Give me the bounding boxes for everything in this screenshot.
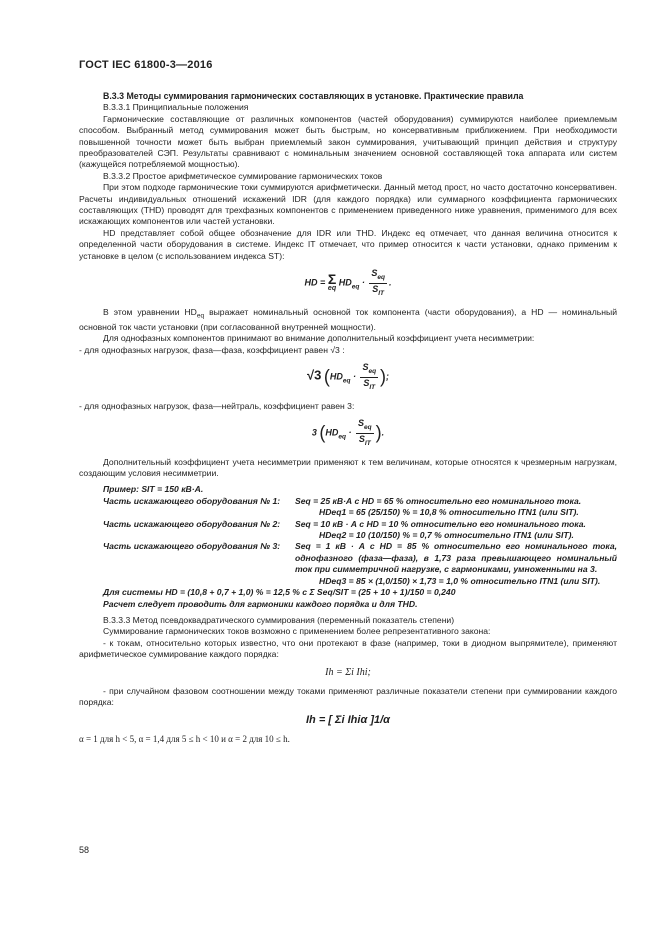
example-system-total: Для системы HD = (10,8 + 0,7 + 1,0) % = 12,5 % с Σ Seq/SIT = (25 + 10 + 1)/150 = 0,240 (103, 587, 456, 598)
phase-phase-item: - для однофазных нагрузок, фаза—фаза, коэффициент равен √3 : (79, 344, 345, 355)
alpha-definition: α = 1 для h < 5, α = 1,4 для 5 ≤ h < 10 и α = 2 для 10 ≤ h. (79, 734, 290, 745)
formula-hd-main: HD = Σ eq $HD_{eq}$ · $\frac{S_{eq}}{S_{IT}}$ . (304, 268, 392, 297)
page-number: 58 (79, 845, 90, 855)
section-b331-text: Гармонические составляющие от различных компонентов (частей оборудования) суммируются наиболее приемлемым способом. Выбранный метод суммирования может быть быстрым, но консервативным приближением. При необходимости повышенной точности может быть выбран приемлемый закон суммирования, учитывающий принцип действия и структуру преобразователей СЭП. Результаты сравнивают с номинальным значением основной составляющей тока аппарата или систем (кажущейся потребляемой мощностью). (79, 113, 617, 170)
formula-phase-phase: √3 ($HD_{eq}$ · $\frac{S_{eq}}{S_{IT}}$ ); (306, 362, 390, 391)
hd-explanation: HD представляет собой общее обозначение для IDR или THD. Индекс eq отмечает, что данная величина относится к определенной части оборудования в системе. Индекс IT отмечает, что пример относится к части установки, однако применим к установке в целом (с использованием индекса ST): (79, 227, 617, 261)
b333-item-2: - при случайном фазовом соотношении между токами применяют различные показатели степени при суммировании каждого порядка: (79, 685, 617, 708)
phase-neutral-item: - для однофазных нагрузок, фаза—нейтраль, коэффициент равен 3: (79, 400, 355, 411)
section-b331-title: B.3.3.1 Принципиальные положения (103, 102, 249, 113)
equation-explanation: В этом уравнении $HD_{eq}$ выражает номинальный основной ток компонента (части оборудования), а HD — номинальный основной ток части установки (при согласованной внутренней мощности). (79, 306, 617, 332)
example-part-3: Часть искажающего оборудования № 3: Seq = 1 кВ · А с HD = 85 % относительно его номинального тока, однофазного (фаза—фаза), в 1,73 раза превышающего номинальный ток при симметричной нагрузке, с гармониками, умноженными на 3. (103, 541, 617, 575)
example-note: Расчет следует проводить для гармоники каждого порядка и для THD. (103, 598, 418, 609)
example-part-2: Часть искажающего оборудования № 2: Seq = 10 кВ · А с HD = 10 % относительно его номинального тока. (103, 518, 586, 529)
formula-pseudo-quadratic: Ih = [ Σi Ihiα ]1/α (305, 713, 390, 726)
asymmetry-text: Дополнительный коэффициент учета несимметрии применяют к тем величинам, которые относятся к чрезмерным нагрузкам, создающим условия несимметрии. (79, 456, 617, 479)
formula-phase-neutral: 3 ($HD_{eq}$ · $\frac{S_{eq}}{S_{IT}}$ ). (311, 418, 385, 447)
document-header: ГОСТ IEC 61800-3—2016 (79, 59, 213, 71)
section-b333-title: B.3.3.3 Метод псевдоквадратического суммирования (переменный показатель степени) (103, 614, 455, 625)
section-b332-text: При этом подходе гармонические токи суммируются арифметически. Данный метод прост, но часто достаточно консервативен. Расчеты индивидуальных отношений искажений IDR (для каждого порядка) или суммарного коэффициента гармонических составляющих (THD) проводят для трехфазных компонентов с применением приведенного ниже уравнения, применимого для всех искажающих компонентов или частей установки. (79, 182, 617, 227)
example-part-1-calc: HDeq1 = 65 (25/150) % = 10,8 % относительно ITN1 (или SIT). (319, 507, 579, 518)
single-phase-intro: Для однофазных компонентов принимают во внимание дополнительный коэффициент учета несимметрии: (103, 333, 535, 344)
section-b332-title: B.3.3.2 Простое арифметическое суммирование гармонических токов (103, 170, 383, 181)
section-b33-title: B.3.3 Методы суммирования гармонических составляющих в установке. Практические правила (103, 91, 524, 101)
example-part-3-calc: HDeq3 = 85 × (1,0/150) × 1,73 = 1,0 % относительно ITN1 (или SIT). (319, 575, 601, 586)
example-title: Пример: SIT = 150 кВ·А. (103, 484, 204, 495)
formula-fraction: $\frac{S_{eq}}{S_{IT}}$ (371, 268, 385, 297)
example-part-2-calc: HDeq2 = 10 (10/150) % = 0,7 % относительно ITN1 (или SIT). (319, 530, 574, 541)
section-b333-text: Суммирование гармонических токов возможно с применением более репрезентативного закона: (103, 626, 491, 637)
formula-lhs: HD = (304, 277, 328, 288)
example-part-1: Часть искажающего оборудования № 1: Seq = 25 кВ·А с HD = 65 % относительно его номинального тока. (103, 495, 582, 506)
b333-item-1: - к токам, относительно которых известно, что они протекают в фазе (например, токи в диодном выпрямителе), применяют арифметическое суммирование каждого порядка: (79, 637, 617, 660)
page-content (79, 90, 617, 746)
formula-arithmetic-sum: Ih = Σi Ihi; (325, 666, 371, 678)
sum-symbol: Σ eq (327, 271, 337, 293)
